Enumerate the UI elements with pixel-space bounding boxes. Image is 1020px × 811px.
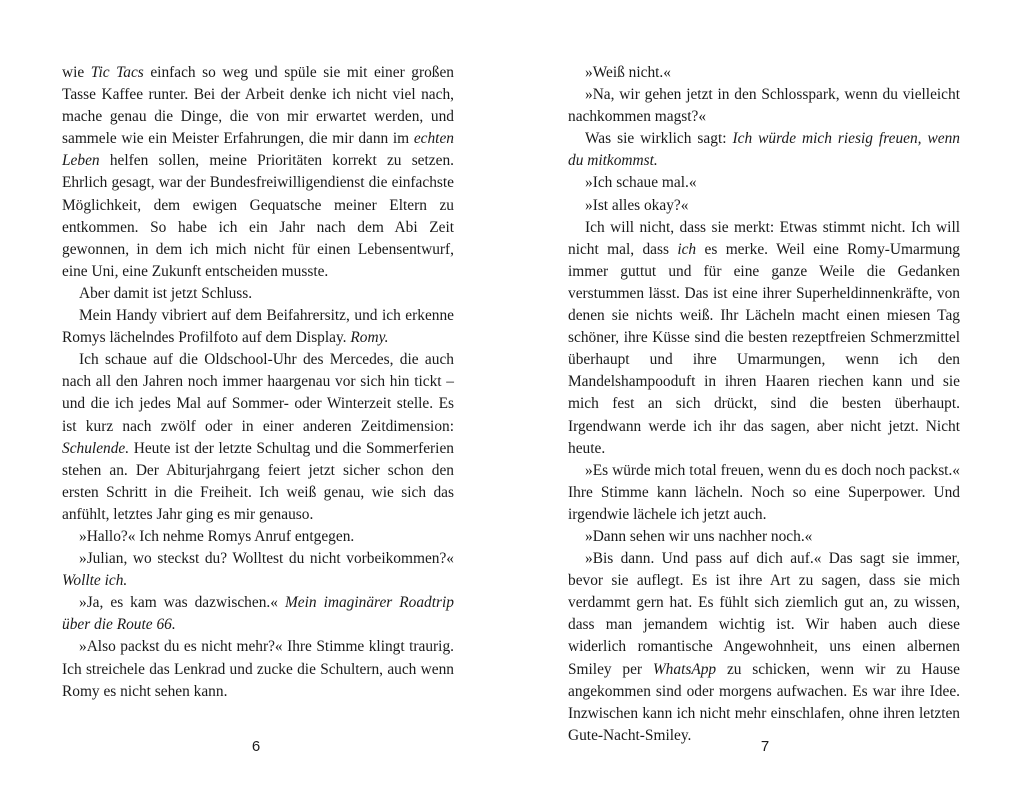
paragraph: »Ist alles okay?« [585, 196, 689, 214]
right-page-text [568, 62, 960, 747]
paragraph: Ich schaue auf die Oldschool-Uhr des Mercedes, die auch nach all den Jahren noch immer haargenau vor sich hin tickt – und die ich jedes Mal auf Sommer- oder Winterzeit stelle. Es ist kurz nach zwölf oder in einer anderen Zeitdimension: Schulende. Heute ist der letzte Schultag und die Sommerferien stehen an. Der Abiturjahrgang feiert jetzt sicher schon den ersten Schritt in die Freiheit. Ich weiß genau, wie sich das anfühlt, letztes Jahr ging es mir genauso. [62, 351, 454, 523]
paragraph: »Dann sehen wir uns nachher noch.« [585, 527, 813, 545]
paragraph: Mein Handy vibriert auf dem Beifahrersitz, und ich erkenne Romys lächelndes Profilfoto auf dem Display. Romy. [62, 307, 454, 347]
paragraph: »Also packst du es nicht mehr?« Ihre Stimme klingt traurig. Ich streichele das Lenkrad und zucke die Schultern, auch wenn Romy es nicht sehen kann. [62, 638, 454, 700]
right-page-number: 7 [760, 738, 770, 755]
paragraph: Was sie wirklich sagt: Ich würde mich riesig freuen, wenn du mitkommst. [568, 130, 960, 170]
paragraph: »Hallo?« Ich nehme Romys Anruf entgegen. [79, 527, 355, 545]
paragraph: »Weiß nicht.« [585, 64, 671, 81]
paragraph: »Julian, wo steckst du? Wolltest du nicht vorbeikommen?« Wollte ich. [62, 550, 454, 590]
paragraph: »Na, wir gehen jetzt in den Schlosspark, wenn du vielleicht nachkommen magst?« [568, 86, 960, 126]
paragraph: Aber damit ist jetzt Schluss. [79, 284, 253, 302]
paragraph: wie Tic Tacs einfach so weg und spüle sie mit einer großen Tasse Kaffee runter. Bei der Arbeit denke ich nicht viel nach, mache genau die Dinge, die von mir erwartet werden, und sammele wie ein Meister Erfahrungen, die mir dann im echten Leben helfen sollen, meine Prioritäten korrekt zu setzen. Ehrlich gesagt, war der Bundesfreiwilligendienst die einfachste Möglichkeit, dem ewigen Gequatsche meiner Eltern zu entkommen. So habe ich ein Jahr nach dem Abi Zeit gewonnen, in dem ich mich nicht für einen Lebensentwurf, eine Uni, eine Zukunft entscheiden musste. [62, 64, 454, 280]
paragraph: »Ich schaue mal.« [585, 174, 697, 192]
paragraph: »Es würde mich total freuen, wenn du es doch noch packst.« Ihre Stimme kann lächeln. Noch so eine Superpower. Und irgendwie lächele ich jetzt auch. [568, 461, 960, 523]
left-page-number: 6 [251, 738, 261, 755]
left-page-text [62, 62, 454, 703]
paragraph: Ich will nicht, dass sie merkt: Etwas stimmt nicht. Ich will nicht mal, dass ich es merke. Weil eine Romy-Umarmung immer guttut und für eine ganze Weile die Gedanken verstummen lässt. Das ist eine ihrer Superheldinnenkräfte, von denen sie nichts weiß. Ihr Lächeln macht einen miesen Tag schöner, ihre Küsse sind die besten rezeptfreien Schmerzmittel überhaupt und ihre Umarmungen, wenn ich den Mandelshampooduft in ihren Haaren riechen kann und sie mich fest an sich drückt, sind die besten überhaupt. Irgendwann werde ich ihr das sagen, aber nicht jetzt. Nicht heute. [568, 218, 961, 457]
paragraph: »Ja, es kam was dazwischen.« Mein imaginärer Roadtrip über die Route 66. [62, 594, 454, 634]
paragraph: »Bis dann. Und pass auf dich auf.« Das sagt sie immer, bevor sie auflegt. Es ist ihre Art zu sagen, dass sie mich verdammt gern hat. Es fühlt sich ziemlich gut an, zu wissen, dass man jemandem wichtig ist. Wir haben auch diese widerlich romantische Angewohnheit, uns einen albernen Smiley per WhatsApp zu schicken, wenn wir zu Hause angekommen sind oder morgens aufwachen. Es war ihre Idee. Inzwischen kann ich nicht mehr einschlafen, ohne ihren letzten Gute-Nacht-Smiley. [568, 550, 960, 744]
